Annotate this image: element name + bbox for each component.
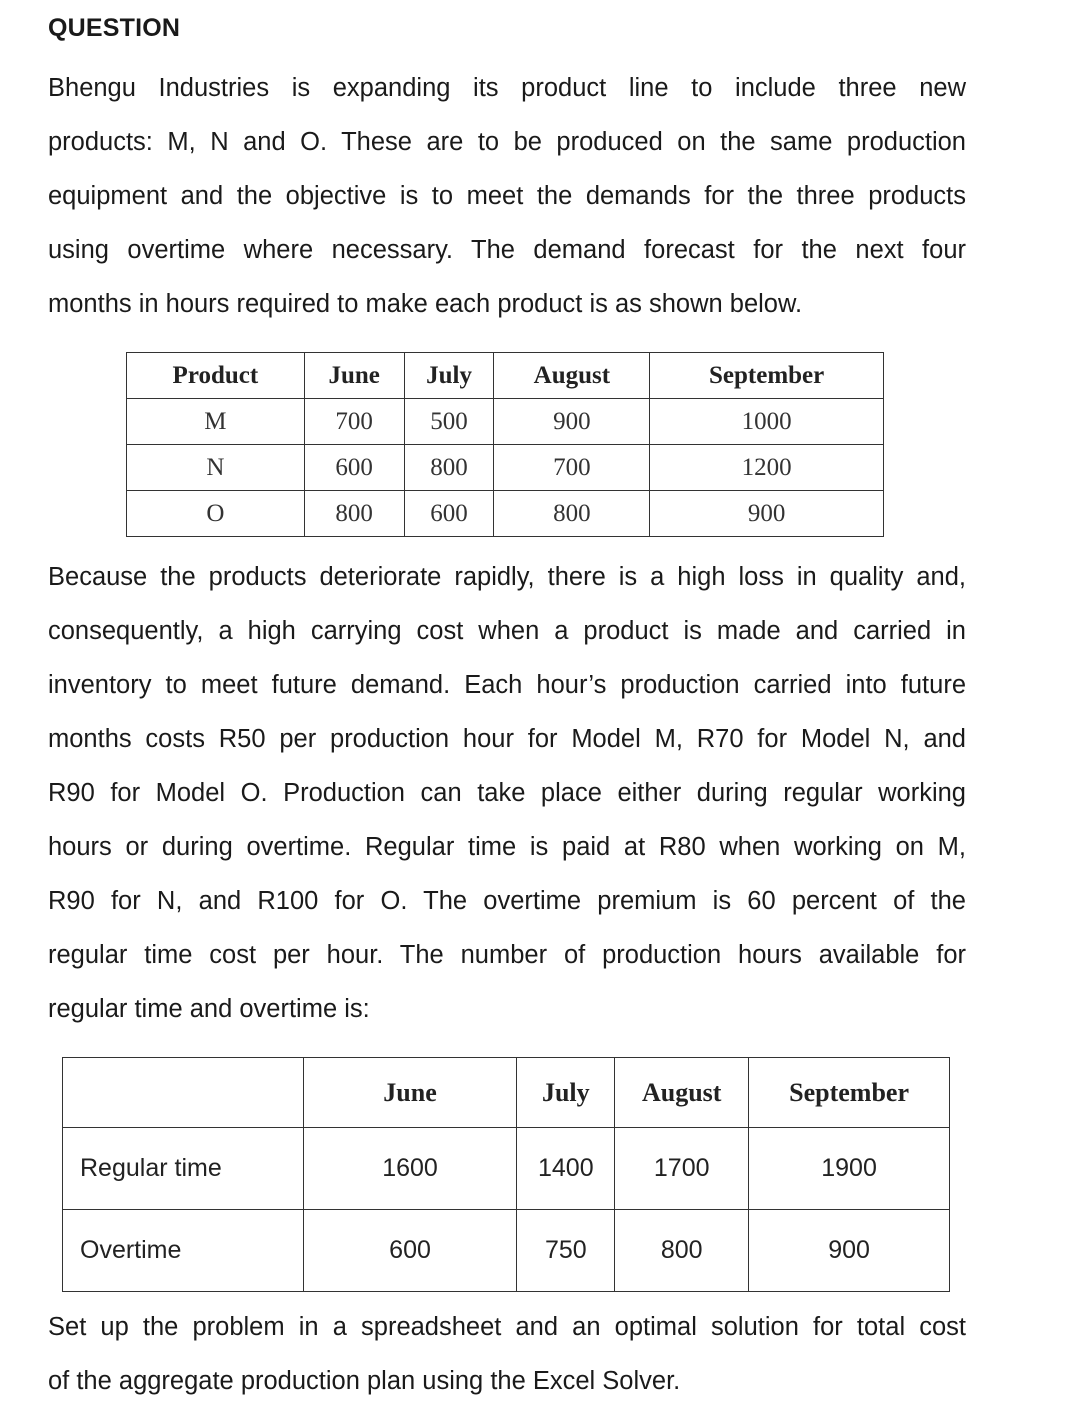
column-header <box>63 1058 304 1128</box>
production-hours-table <box>62 1057 950 1292</box>
task-paragraph <box>48 1300 966 1408</box>
question-heading: QUESTION <box>48 14 181 42</box>
table-cell: 1600 <box>303 1128 517 1210</box>
paragraph-line: R90 for N, and R100 for O. The overtime premium is 60 percent of the <box>48 887 966 915</box>
table-cell: 900 <box>494 399 650 445</box>
table-row <box>127 445 884 491</box>
table-cell: 900 <box>749 1210 950 1292</box>
table-cell: 900 <box>650 491 884 537</box>
table-cell: 1900 <box>749 1128 950 1210</box>
row-label: Regular time <box>63 1128 304 1210</box>
table-cell: 800 <box>615 1210 749 1292</box>
table-cell: 600 <box>404 491 494 537</box>
table-row <box>127 491 884 537</box>
row-label: Overtime <box>63 1210 304 1292</box>
paragraph-line: R90 for Model O. Production can take place either during regular working <box>48 779 966 807</box>
table-cell: 700 <box>304 399 404 445</box>
column-header: July <box>404 353 494 399</box>
table-cell: 1000 <box>650 399 884 445</box>
column-header: July <box>517 1058 615 1128</box>
table-cell: M <box>127 399 305 445</box>
table-cell: N <box>127 445 305 491</box>
table-cell: O <box>127 491 305 537</box>
paragraph-line: consequently, a high carrying cost when a product is made and carried in <box>48 617 966 645</box>
table-header-row <box>127 353 884 399</box>
column-header: September <box>650 353 884 399</box>
table-cell: 1700 <box>615 1128 749 1210</box>
table-cell: 500 <box>404 399 494 445</box>
column-header: August <box>494 353 650 399</box>
paragraph-line: equipment and the objective is to meet the demands for the three products <box>48 182 966 210</box>
table-cell: 800 <box>404 445 494 491</box>
intro-paragraph <box>48 61 966 331</box>
table-cell: 600 <box>304 445 404 491</box>
table-row <box>63 1210 950 1292</box>
paragraph-line: hours or during overtime. Regular time is paid at R80 when working on M, <box>48 833 966 861</box>
column-header: August <box>615 1058 749 1128</box>
paragraph-line: Bhengu Industries is expanding its product line to include three new <box>48 74 966 102</box>
paragraph-line: products: M, N and O. These are to be produced on the same production <box>48 128 966 156</box>
table-cell: 800 <box>494 491 650 537</box>
column-header: June <box>303 1058 517 1128</box>
paragraph-line: regular time cost per hour. The number of production hours available for <box>48 941 966 969</box>
paragraph-line: regular time and overtime is: <box>48 995 370 1023</box>
table-cell: 1200 <box>650 445 884 491</box>
table-row <box>127 399 884 445</box>
column-header: Product <box>127 353 305 399</box>
table-row <box>63 1128 950 1210</box>
paragraph-line: Set up the problem in a spreadsheet and an optimal solution for total cost <box>48 1313 966 1341</box>
table-cell: 700 <box>494 445 650 491</box>
paragraph-line: using overtime where necessary. The demand forecast for the next four <box>48 236 966 264</box>
table-cell: 1400 <box>517 1128 615 1210</box>
table-cell: 800 <box>304 491 404 537</box>
paragraph-line: Because the products deteriorate rapidly, there is a high loss in quality and, <box>48 563 966 591</box>
demand-forecast-table <box>126 352 884 537</box>
column-header: June <box>304 353 404 399</box>
table-cell: 750 <box>517 1210 615 1292</box>
paragraph-line: of the aggregate production plan using the Excel Solver. <box>48 1367 681 1395</box>
paragraph-line: months costs R50 per production hour for Model M, R70 for Model N, and <box>48 725 966 753</box>
paragraph-line: months in hours required to make each product is as shown below. <box>48 290 803 318</box>
paragraph-line: inventory to meet future demand. Each hour’s production carried into future <box>48 671 966 699</box>
table-header-row <box>63 1058 950 1128</box>
column-header: September <box>749 1058 950 1128</box>
table-cell: 600 <box>303 1210 517 1292</box>
cost-paragraph <box>48 550 966 1036</box>
